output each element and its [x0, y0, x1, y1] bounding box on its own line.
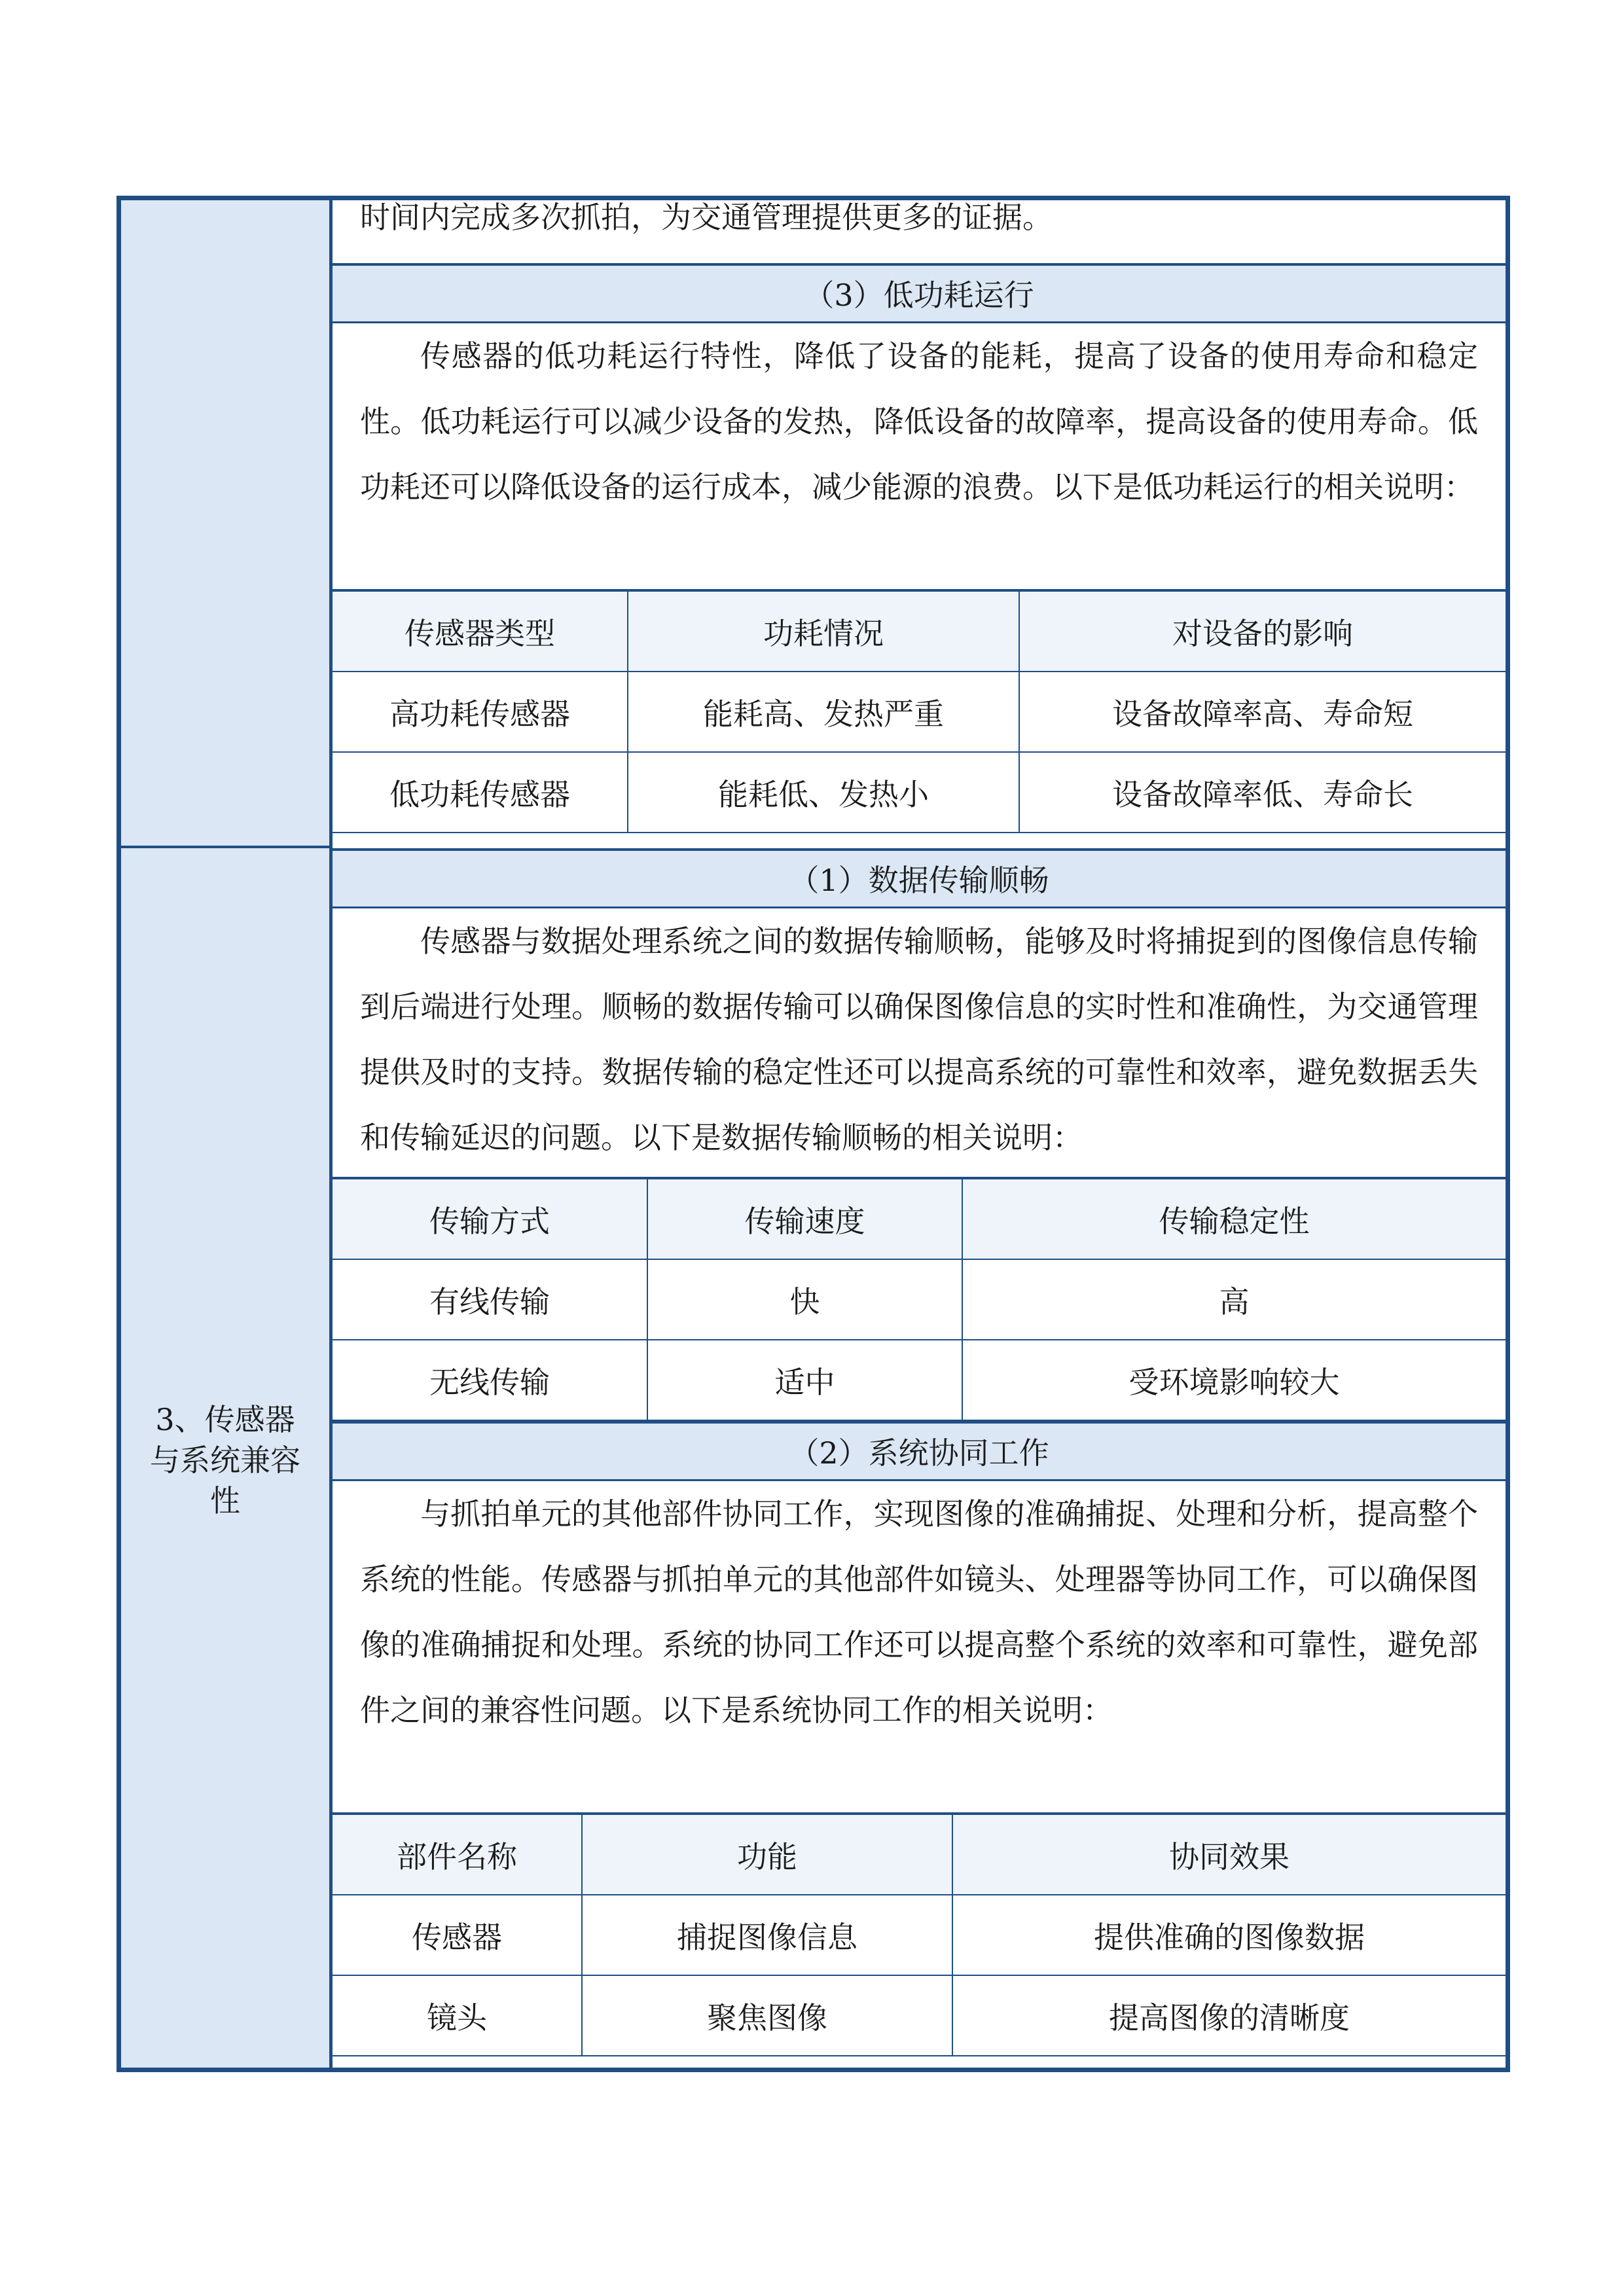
table-data-transfer [333, 1177, 1506, 1421]
table-cell: 受环境影响较大 [962, 1340, 1506, 1420]
table-row [333, 672, 1506, 752]
table-row [333, 1340, 1506, 1420]
header-cell: 对设备的影响 [1019, 590, 1506, 672]
header-cell: 传输稳定性 [962, 1178, 1506, 1259]
table-cell: 高功耗传感器 [333, 672, 628, 752]
table-cell: 适中 [647, 1340, 962, 1420]
table-cell: 镜头 [333, 1975, 582, 2056]
table-cell: 快 [647, 1259, 962, 1340]
table-header-row [333, 1178, 1506, 1259]
subheading-system-cooperation: （2）系统协同工作 [333, 1421, 1506, 1481]
header-cell: 功耗情况 [628, 590, 1019, 672]
header-cell: 功能 [582, 1814, 952, 1895]
table-cell: 无线传输 [333, 1340, 647, 1420]
table-row [333, 1259, 1506, 1340]
table-header-row [333, 590, 1506, 672]
header-cell: 部件名称 [333, 1814, 582, 1895]
table-row [333, 1895, 1506, 1975]
table-cell: 聚焦图像 [582, 1975, 952, 2056]
content-table-frame [117, 196, 1510, 2072]
table-cell: 能耗低、发热小 [628, 752, 1019, 833]
table-system-cooperation [333, 1812, 1506, 2056]
table-cell: 低功耗传感器 [333, 752, 628, 833]
table-header-row [333, 1814, 1506, 1895]
paragraph-data-transfer: 传感器与数据处理系统之间的数据传输顺畅，能够及时将捕捉到的图像信息传输到后端进行处理。顺畅的数据传输可以确保图像信息的实时性和准确性，为交通管理提供及时的支持。数据传输的稳定性还可以提高系统的可靠性和效率，避免数据丢失和传输延迟的问题。以下是数据传输顺畅的相关说明： [360, 924, 1478, 1155]
paragraph-system-cooperation: 与抓拍单元的其他部件协同工作，实现图像的准确捕捉、处理和分析，提高整个系统的性能。传感器与抓拍单元的其他部件如镜头、处理器等协同工作，可以确保图像的准确捕捉和处理。系统的协同工作还可以提高整个系统的效率和可靠性，避免部件之间的兼容性问题。以下是系统协同工作的相关说明： [360, 1496, 1478, 1728]
table-cell: 高 [962, 1259, 1506, 1340]
left-label-cell-section3 [121, 848, 329, 2072]
table-cell: 能耗高、发热严重 [628, 672, 1019, 752]
table-cell: 捕捉图像信息 [582, 1895, 952, 1975]
section3-label: 3、传感器与系统兼容性 [150, 1402, 300, 1518]
table-row [333, 1975, 1506, 2056]
section3-content [333, 848, 1506, 2056]
table-low-power [333, 589, 1506, 833]
left-label-cell-continued [121, 200, 329, 848]
subheading-low-power: （3）低功耗运行 [333, 263, 1506, 323]
continued-paragraph: 时间内完成多次抓拍，为交通管理提供更多的证据。 [360, 200, 1053, 235]
table-row [333, 752, 1506, 833]
table-cell: 设备故障率高、寿命短 [1019, 672, 1506, 752]
subheading-data-transfer: （1）数据传输顺畅 [333, 848, 1506, 908]
table-cell: 提供准确的图像数据 [952, 1895, 1506, 1975]
paragraph-low-power: 传感器的低功耗运行特性，降低了设备的能耗，提高了设备的使用寿命和稳定性。低功耗运行可以减少设备的发热，降低设备的故障率，提高设备的使用寿命。低功耗还可以降低设备的运行成本，减少能源的浪费。以下是低功耗运行的相关说明： [360, 338, 1478, 505]
table-cell: 有线传输 [333, 1259, 647, 1340]
section2-content [333, 200, 1506, 833]
header-cell: 协同效果 [952, 1814, 1506, 1895]
header-cell: 传输速度 [647, 1178, 962, 1259]
table-cell: 设备故障率低、寿命长 [1019, 752, 1506, 833]
table-cell: 传感器 [333, 1895, 582, 1975]
header-cell: 传感器类型 [333, 590, 628, 672]
header-cell: 传输方式 [333, 1178, 647, 1259]
table-cell: 提高图像的清晰度 [952, 1975, 1506, 2056]
